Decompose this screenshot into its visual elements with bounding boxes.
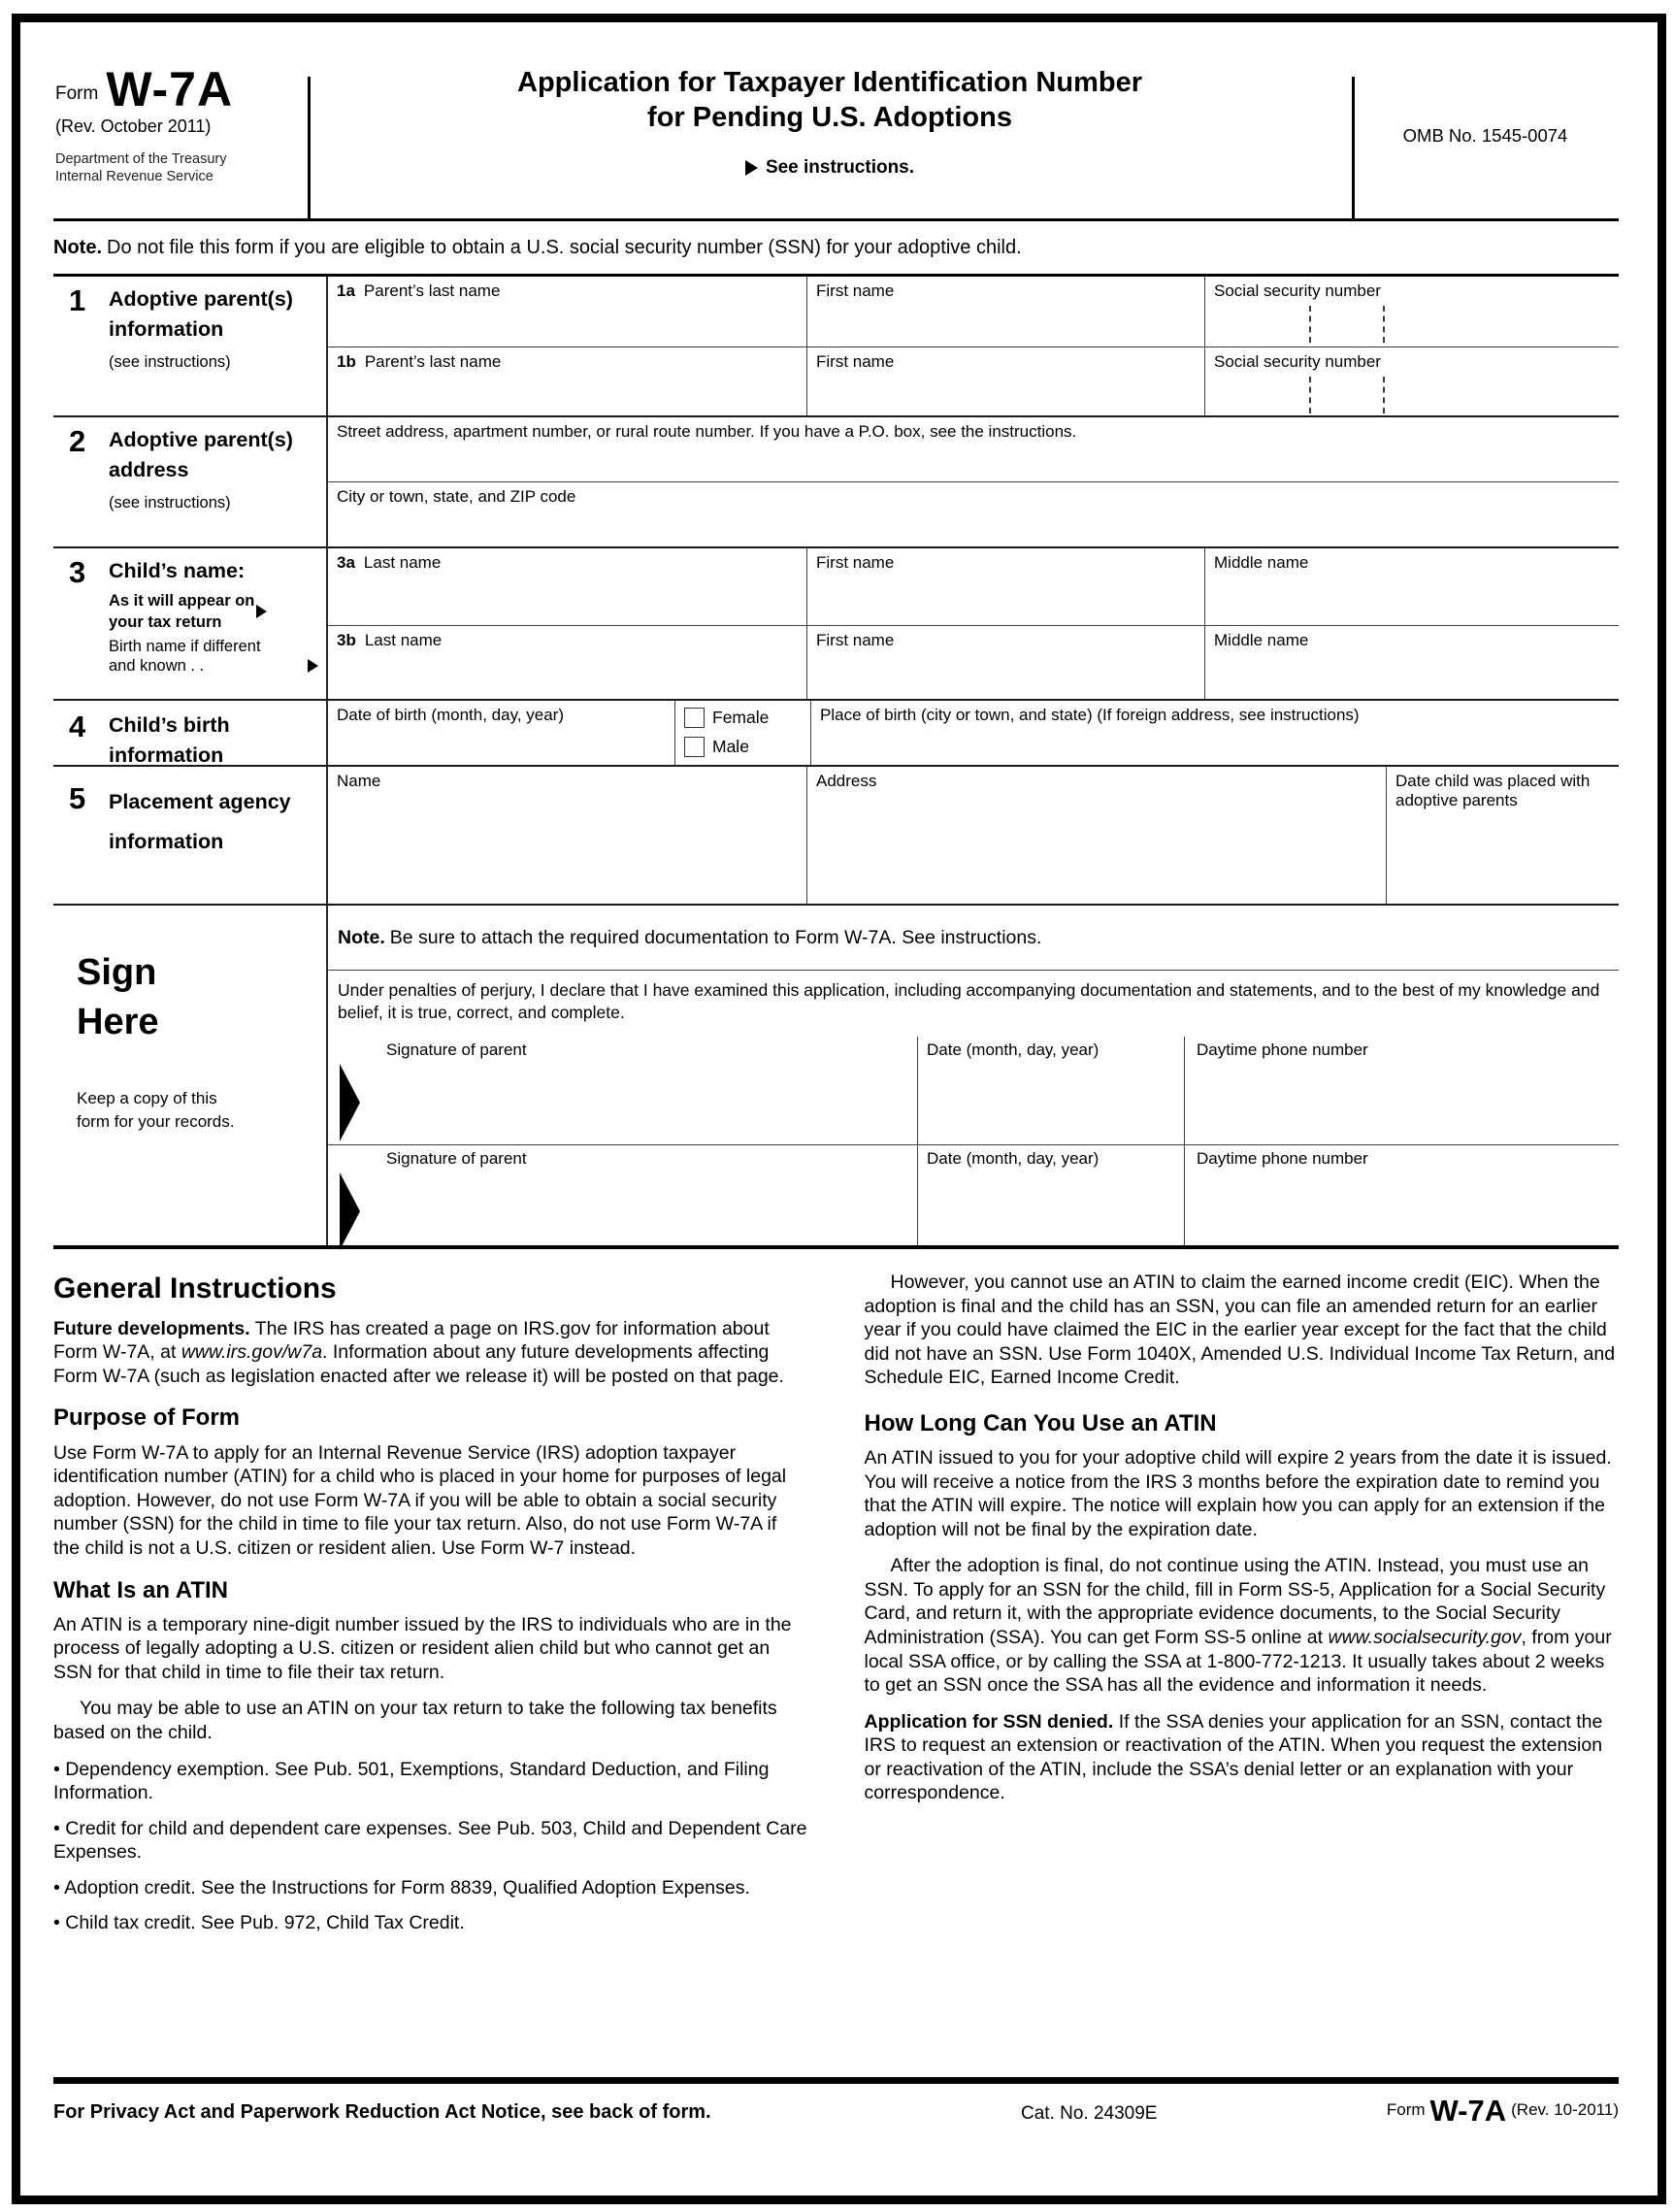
instructions-right-column: [865, 1271, 1620, 1947]
field-agency-name[interactable]: [328, 767, 806, 904]
field-3a-middle-name[interactable]: [1204, 548, 1619, 625]
field-label: First name: [816, 281, 895, 300]
row-1b: [328, 347, 1619, 415]
ssn-denied-lead: Application for SSN denied.: [864, 1710, 1114, 1733]
ssa-url: www.socialsecurity.gov: [1328, 1626, 1522, 1648]
field-label: Date (month, day, year): [927, 1149, 1100, 1168]
field-3b-last-name[interactable]: [328, 626, 806, 699]
field-label: Street address, apartment number, or rural route number. If you have a P.O. box, see the instructions.: [337, 422, 1077, 441]
section1-number: 1: [69, 283, 86, 317]
section4-number: 4: [69, 710, 86, 743]
header-divider-left: [308, 77, 311, 218]
row-3b: [328, 625, 1619, 699]
field-id-1b: 1b: [337, 352, 356, 371]
instructions: [53, 1271, 1619, 1947]
daytime-phone-1[interactable]: [1184, 1037, 1619, 1144]
signature-arrow-icon: [340, 1172, 360, 1250]
field-label: Social security number: [1214, 281, 1381, 300]
field-date-placed[interactable]: [1386, 767, 1619, 904]
section5-title: Placement agency information: [109, 790, 291, 853]
eic-paragraph: However, you cannot use an ATIN to claim the earned income credit (EIC). When the adoption is final and the child has an SSN, you can file an amended return for an earlier year if you could have claimed the EIC in the earlier year except for the fact that the child did not have an SSN. Use Form 1040X, Amended U.S. Individual Income Tax Return, and Schedule EIC, Earned Income Credit.: [864, 1271, 1616, 1389]
benefit-bullet-adoption-credit: • Adoption credit. See the Instructions for Form 8839, Qualified Adoption Expenses.: [53, 1876, 750, 1898]
field-3a-last-name[interactable]: [328, 548, 806, 625]
field-label: First name: [816, 631, 895, 649]
atin-definition-paragraph: An ATIN is a temporary nine-digit number issued by the IRS to individuals who are in the process of legally adopting a U.S. citizen or resident alien child but who cannot get an SSN for that child in time to file their tax return.: [53, 1613, 792, 1683]
section2-subtitle: (see instructions): [109, 494, 231, 512]
field-1b-ssn[interactable]: [1204, 347, 1619, 415]
perjury-statement: Under penalties of perjury, I declare that I have examined this application, including accompanying documentation and statements, and to the best of my knowledge and belief, it is true, correct, and complete.: [338, 980, 1600, 1022]
future-developments-paragraph: [53, 1317, 808, 1389]
field-label: Signature of parent: [386, 1040, 527, 1059]
atin-benefits-paragraph: You may be able to use an ATIN on your tax return to take the following tax benefits based on the child.: [53, 1698, 777, 1744]
field-label: Date of birth (month, day, year): [337, 706, 565, 724]
benefit-bullet-dependency: • Dependency exemption. See Pub. 501, Exemptions, Standard Deduction, and Filing Information.: [53, 1758, 770, 1804]
field-label: First name: [816, 553, 895, 572]
form-table: [53, 274, 1619, 1249]
attach-documentation-note: [328, 906, 1619, 971]
field-label: Place of birth (city or town, and state) (If foreign address, see instructions): [820, 706, 1360, 724]
how-long-heading: How Long Can You Use an ATIN: [864, 1409, 1217, 1436]
field-label: Parent’s last name: [364, 352, 502, 371]
section2-number: 2: [69, 424, 86, 458]
signature-parent-1[interactable]: [328, 1037, 917, 1144]
section4-title: Child’s birth information: [109, 713, 230, 768]
section2-label: [53, 417, 328, 546]
signature-arrow-icon: [340, 1064, 360, 1141]
row-city: [328, 481, 1619, 545]
note-text: Do not file this form if you are eligible to obtain a U.S. social security number (SSN) for your adoptive child.: [107, 236, 1022, 258]
form-identity-block: [53, 53, 308, 218]
signature-date-1[interactable]: [917, 1037, 1184, 1144]
section-3: [53, 548, 1619, 701]
form-header: [53, 53, 1619, 221]
header-divider-right: [1352, 77, 1355, 218]
field-1a-ssn[interactable]: [1204, 277, 1619, 347]
footer-revision: (Rev. 10-2011): [1511, 2099, 1619, 2119]
section5-number: 5: [69, 781, 86, 815]
paragraph-text: . Information about any future developments affecting Form W-7A (such as legislation enacted after we release it) will be posted on that page.: [53, 1341, 784, 1387]
sign-word: Sign: [77, 952, 157, 993]
note-text: Be sure to attach the required documentation to Form W-7A. See instructions.: [389, 926, 1042, 948]
atin-expiry-paragraph: An ATIN issued to you for your adoptive child will expire 2 years from the date it is issued. You will receive a notice from the IRS 3 months before the expiration date to remind you that the ATIN will expire. The notice will explain how you can apply for an extension if the adoption will not be final by the expiration date.: [864, 1447, 1612, 1540]
section1-label: [53, 277, 328, 415]
field-label: Address: [816, 772, 877, 790]
page-title-line1: Application for Taxpayer Identification Number: [517, 67, 1142, 98]
ssn-denied-paragraph: [865, 1710, 1620, 1805]
department-line: Department of the Treasury: [55, 150, 227, 167]
field-3a-first-name[interactable]: [806, 548, 1204, 625]
page-title-line2: for Pending U.S. Adoptions: [647, 102, 1012, 134]
field-street-address[interactable]: [328, 417, 1619, 481]
instructions-left-column: [53, 1271, 808, 1947]
field-label: Social security number: [1214, 352, 1381, 371]
catalog-number: Cat. No. 24309E: [1021, 2103, 1158, 2124]
sex-checkbox-group: [674, 701, 810, 765]
paragraph-text: After the adoption is final, do not continue using the ATIN. Instead, you must use an SSN. To apply for an SSN for the child, fill in Form SS-5, Application for a Social Security Card, and return it, with the appropriate evidence documents, to the Social Security Administration (SSA). You can get Form SS-5 online at: [864, 1555, 1606, 1648]
benefit-bullet-child-tax-credit: • Child tax credit. See Pub. 972, Child Tax Credit.: [53, 1912, 465, 1934]
field-date-of-birth[interactable]: [328, 701, 674, 765]
field-label: Middle name: [1214, 553, 1309, 572]
section3-number: 3: [69, 555, 86, 589]
section-1: [53, 277, 1619, 417]
field-label: Daytime phone number: [1197, 1040, 1368, 1059]
male-checkbox[interactable]: [684, 737, 705, 757]
purpose-of-form-heading: Purpose of Form: [53, 1404, 241, 1432]
row-1a: [328, 277, 1619, 347]
page-footer: [53, 2077, 1619, 2136]
section1-subtitle: (see instructions): [109, 353, 231, 372]
field-label: Date (month, day, year): [927, 1040, 1100, 1059]
paragraph-text: , from your local SSA office, or by calling the SSA at 1-800-772-1213. It usually takes about 2 weeks to get an SSN once the SSA has all the evidence and information it needs.: [864, 1626, 1612, 1697]
ssn-separator: [1309, 306, 1311, 343]
signature-date-2[interactable]: [917, 1145, 1184, 1245]
field-label: City or town, state, and ZIP code: [337, 487, 576, 506]
privacy-act-notice: For Privacy Act and Paperwork Reduction Act Notice, see back of form.: [53, 2101, 711, 2123]
section3-label: [53, 548, 328, 699]
what-is-an-atin-heading: What Is an ATIN: [53, 1576, 228, 1603]
field-id-3b: 3b: [337, 631, 356, 649]
paragraph-text: If the SSA denies your application for an SSN, contact the IRS to request an extension or reactivation of the ATIN. When you request the extension or reactivation of the ATIN, include the SSA’s denial letter or an explanation with your correspondence.: [864, 1710, 1603, 1804]
field-label: Signature of parent: [386, 1149, 527, 1168]
note-label: Note.: [53, 236, 102, 258]
sign-here-section: [53, 906, 1619, 1245]
form-word: Form: [55, 83, 99, 104]
field-label: Name: [337, 772, 381, 790]
section3-birth-note2: and known . .: [109, 656, 205, 675]
omb-number: OMB No. 1545-0074: [1402, 125, 1568, 146]
daytime-phone-2[interactable]: [1184, 1145, 1619, 1245]
male-option[interactable]: [684, 737, 802, 757]
section3-title: Child’s name:: [109, 559, 246, 582]
benefit-bullet-care-credit: • Credit for child and dependent care expenses. See Pub. 503, Child and Dependent Care Expenses.: [53, 1817, 807, 1864]
row-3a: [328, 548, 1619, 625]
ssn-separator: [1383, 377, 1385, 413]
arrow-right-icon: [745, 160, 758, 176]
arrow-right-icon: [256, 605, 267, 618]
field-place-of-birth[interactable]: [810, 701, 1619, 765]
field-city-state-zip[interactable]: [328, 482, 1619, 545]
signature-row-2: [328, 1144, 1619, 1245]
field-label: Parent’s last name: [363, 281, 501, 300]
section3-birth-note: Birth name if different: [109, 637, 261, 655]
field-1a-first-name[interactable]: [806, 277, 1204, 347]
field-id-1a: 1a: [337, 281, 355, 300]
keep-copy-note: Keep a copy of this form for your records.: [77, 1088, 235, 1132]
male-label: Male: [712, 737, 749, 756]
field-label: First name: [816, 352, 895, 371]
field-1a-parent-last-name[interactable]: [328, 277, 806, 347]
agency-line: Internal Revenue Service: [55, 169, 213, 185]
ssn-separator: [1309, 377, 1311, 413]
irs-url: www.irs.gov/w7a: [181, 1341, 323, 1364]
paragraph-text: The IRS has created a page on IRS.gov for information about Form W-7A, at: [53, 1317, 770, 1364]
general-instructions-heading: General Instructions: [53, 1272, 337, 1304]
footer-form-number: W-7A: [1429, 2094, 1507, 2128]
after-adoption-paragraph: [865, 1554, 1620, 1697]
form-title-block: [308, 53, 1352, 218]
section1-title: Adoptive parent(s) information: [109, 287, 293, 342]
field-label: Middle name: [1214, 631, 1309, 649]
top-note: [53, 221, 1619, 274]
footer-form-word: Form: [1386, 2099, 1426, 2119]
section4-label: [53, 701, 328, 768]
field-3b-middle-name[interactable]: [1204, 626, 1619, 699]
field-agency-address[interactable]: [806, 767, 1386, 904]
signature-row-1: [328, 1037, 1619, 1144]
field-3b-first-name[interactable]: [806, 626, 1204, 699]
note-label: Note.: [338, 926, 385, 948]
row-street: [328, 417, 1619, 481]
sign-here-label: [53, 906, 328, 1245]
signature-parent-2[interactable]: [328, 1145, 917, 1245]
section5-label: [53, 767, 328, 904]
see-instructions-text: See instructions.: [765, 156, 915, 178]
arrow-right-icon: [308, 659, 318, 673]
section-2: [53, 417, 1619, 548]
purpose-paragraph: Use Form W-7A to apply for an Internal Revenue Service (IRS) adoption taxpayer identification number (ATIN) for a child who is placed in your home for purposes of legal adoption. However, do not use Form W-7A if you will be able to obtain a social security number (SSN) for the child in time to file your tax return. Also, do not use Form W-7A if the child is not a U.S. citizen or resident alien. Use Form W-7 instead.: [53, 1441, 787, 1559]
field-1b-parent-last-name[interactable]: [328, 347, 806, 415]
field-1b-first-name[interactable]: [806, 347, 1204, 415]
future-developments-lead: Future developments.: [53, 1317, 250, 1339]
here-word: Here: [77, 1002, 159, 1043]
female-label: Female: [712, 708, 770, 727]
female-option[interactable]: [684, 708, 802, 728]
field-id-3a: 3a: [337, 553, 355, 572]
form-revision: (Rev. October 2011): [55, 116, 212, 136]
section2-title: Adoptive parent(s) address: [109, 428, 293, 482]
section3-appear-note: As it will appear on your tax return: [109, 592, 255, 632]
ssn-separator: [1383, 306, 1385, 343]
field-label: Date child was placed with adoptive parents: [1395, 772, 1591, 809]
field-label: Last name: [363, 553, 442, 572]
section-5: [53, 767, 1619, 906]
female-checkbox[interactable]: [684, 708, 705, 728]
section-4: [53, 701, 1619, 767]
field-label: Daytime phone number: [1197, 1149, 1368, 1168]
form-number: W-7A: [106, 62, 234, 116]
field-label: Last name: [364, 631, 443, 649]
